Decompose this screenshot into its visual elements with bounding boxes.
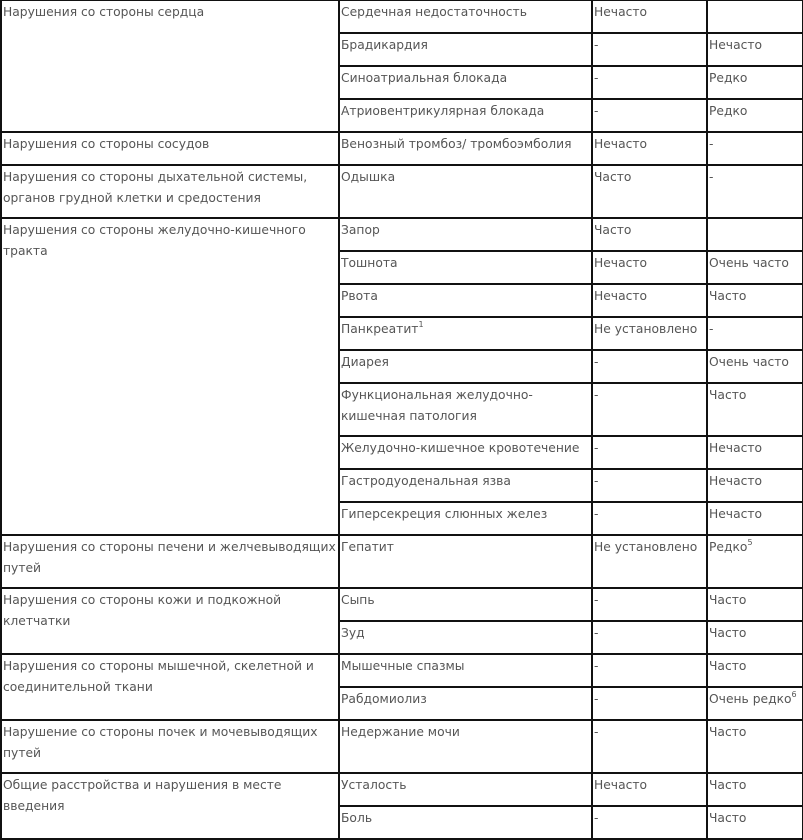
reaction-text: Боль [341,811,373,825]
frequency-cell-a: - [592,621,707,654]
reaction-cell [339,502,592,535]
reaction-cell [339,218,592,251]
reaction-cell [339,773,592,806]
frequency-text: Очень часто [709,355,789,369]
reaction-text: Рабдомиолиз [341,692,427,706]
frequency-cell-b [707,773,803,806]
frequency-text: Часто [709,388,747,402]
reaction-text: Функциональная желудочно-кишечная патология [341,388,533,423]
organ-class-cell: Нарушения со стороны мышечной, скелетной и соединительной ткани [1,654,339,720]
frequency-cell-a: - [592,66,707,99]
frequency-cell-a: - [592,502,707,535]
frequency-text: Очень редко [709,692,792,706]
reaction-cell [339,251,592,284]
reaction-cell [339,806,592,839]
table-row [1,132,803,165]
organ-class-cell: Нарушения со стороны кожи и подкожной клетчатки [1,588,339,654]
table-row [1,218,803,251]
organ-class-cell: Общие расстройства и нарушения в месте введения [1,773,339,839]
footnote-marker: 1 [418,320,424,329]
frequency-cell-b [707,687,803,720]
frequency-text: Часто [709,626,747,640]
frequency-cell-b [707,251,803,284]
reaction-text: Гастродуоденальная язва [341,474,511,488]
frequency-text: Часто [709,593,747,607]
organ-class-cell: Нарушения со стороны печени и желчевыводящих путей [1,535,339,588]
frequency-cell-b [707,0,803,33]
reaction-text: Гиперсекреция слюнных желез [341,507,548,521]
reaction-cell [339,132,592,165]
frequency-cell-b [707,132,803,165]
reaction-cell [339,317,592,350]
reaction-cell [339,436,592,469]
reaction-text: Недержание мочи [341,725,460,739]
reaction-cell [339,0,592,33]
reaction-text: Гепатит [341,540,394,554]
frequency-text: Часто [709,811,747,825]
reaction-text: Усталость [341,778,407,792]
reaction-cell [339,687,592,720]
reaction-cell [339,33,592,66]
reaction-cell [339,654,592,687]
frequency-cell-b [707,284,803,317]
reaction-text: Желудочно-кишечное кровотечение [341,441,580,455]
table-row [1,0,803,33]
frequency-cell-a: - [592,436,707,469]
frequency-text: Очень часто [709,256,789,270]
reaction-text: Панкреатит [341,322,419,336]
frequency-cell-a: Нечасто [592,0,707,33]
organ-class-cell: Нарушения со стороны сердца [1,0,339,132]
frequency-cell-a: Часто [592,165,707,218]
frequency-cell-a: - [592,720,707,773]
frequency-cell-b [707,165,803,218]
frequency-cell-a: Нечасто [592,773,707,806]
reaction-cell [339,720,592,773]
organ-class-cell: Нарушения со стороны дыхательной системы, органов грудной клетки и средостения [1,165,339,218]
frequency-cell-a: Нечасто [592,251,707,284]
frequency-cell-a: - [592,383,707,436]
reaction-text: Брадикардия [341,38,428,52]
reaction-text: Запор [341,223,380,237]
frequency-text: - [709,322,714,336]
table-row [1,588,803,621]
reaction-cell [339,621,592,654]
frequency-cell-a: - [592,350,707,383]
frequency-text: Часто [709,725,747,739]
frequency-text: Часто [709,778,747,792]
reaction-text: Сердечная недостаточность [341,5,527,19]
reaction-text: Атриовентрикулярная блокада [341,104,545,118]
reaction-text: Зуд [341,626,365,640]
footnote-marker: 6 [791,690,797,699]
table-row [1,654,803,687]
frequency-cell-b [707,621,803,654]
frequency-cell-b [707,720,803,773]
frequency-cell-b [707,535,803,588]
frequency-text: Редко [709,104,748,118]
frequency-text: Нечасто [709,441,763,455]
reaction-cell [339,165,592,218]
reaction-cell [339,535,592,588]
table-body [1,0,803,839]
frequency-text: Часто [709,659,747,673]
frequency-cell-a: Не установлено [592,317,707,350]
frequency-cell-b [707,33,803,66]
frequency-cell-b [707,469,803,502]
frequency-cell-b [707,66,803,99]
frequency-cell-b [707,317,803,350]
frequency-cell-a: Не установлено [592,535,707,588]
reaction-text: Рвота [341,289,378,303]
frequency-text: Нечасто [709,507,763,521]
reaction-cell [339,99,592,132]
frequency-cell-b [707,502,803,535]
frequency-text: - [709,170,714,184]
reaction-text: Сыпь [341,593,375,607]
frequency-cell-b [707,383,803,436]
table-row [1,773,803,806]
frequency-cell-b [707,436,803,469]
reaction-cell [339,284,592,317]
frequency-text: - [709,137,714,151]
reaction-text: Синоатриальная блокада [341,71,508,85]
frequency-cell-a: Нечасто [592,284,707,317]
reaction-cell [339,588,592,621]
reaction-text: Тошнота [341,256,398,270]
reaction-cell [339,469,592,502]
reaction-text: Диарея [341,355,389,369]
frequency-cell-a: - [592,99,707,132]
reaction-cell [339,350,592,383]
frequency-cell-b [707,654,803,687]
organ-class-cell: Нарушения со стороны сосудов [1,132,339,165]
organ-class-cell: Нарушение со стороны почек и мочевыводящих путей [1,720,339,773]
reaction-cell [339,66,592,99]
organ-class-cell: Нарушения со стороны желудочно-кишечного тракта [1,218,339,535]
frequency-cell-a: - [592,33,707,66]
frequency-cell-b [707,350,803,383]
frequency-cell-b [707,806,803,839]
frequency-cell-a: - [592,687,707,720]
frequency-cell-a: - [592,654,707,687]
frequency-cell-a: - [592,588,707,621]
frequency-text: Нечасто [709,474,763,488]
frequency-text: Нечасто [709,38,763,52]
frequency-cell-b [707,99,803,132]
frequency-text: Часто [709,289,747,303]
reaction-text: Мышечные спазмы [341,659,465,673]
reaction-text: Одышка [341,170,396,184]
frequency-cell-a: - [592,469,707,502]
frequency-cell-a: - [592,806,707,839]
frequency-cell-a: Нечасто [592,132,707,165]
frequency-cell-b [707,588,803,621]
frequency-cell-b [707,218,803,251]
reaction-text: Венозный тромбоз/ тромбоэмболия [341,137,572,151]
frequency-cell-a: Часто [592,218,707,251]
footnote-marker: 5 [747,538,753,547]
reaction-cell [339,383,592,436]
table-row [1,535,803,588]
frequency-text: Редко [709,71,748,85]
frequency-text: Редко [709,540,748,554]
table-row [1,165,803,218]
table-row [1,720,803,773]
